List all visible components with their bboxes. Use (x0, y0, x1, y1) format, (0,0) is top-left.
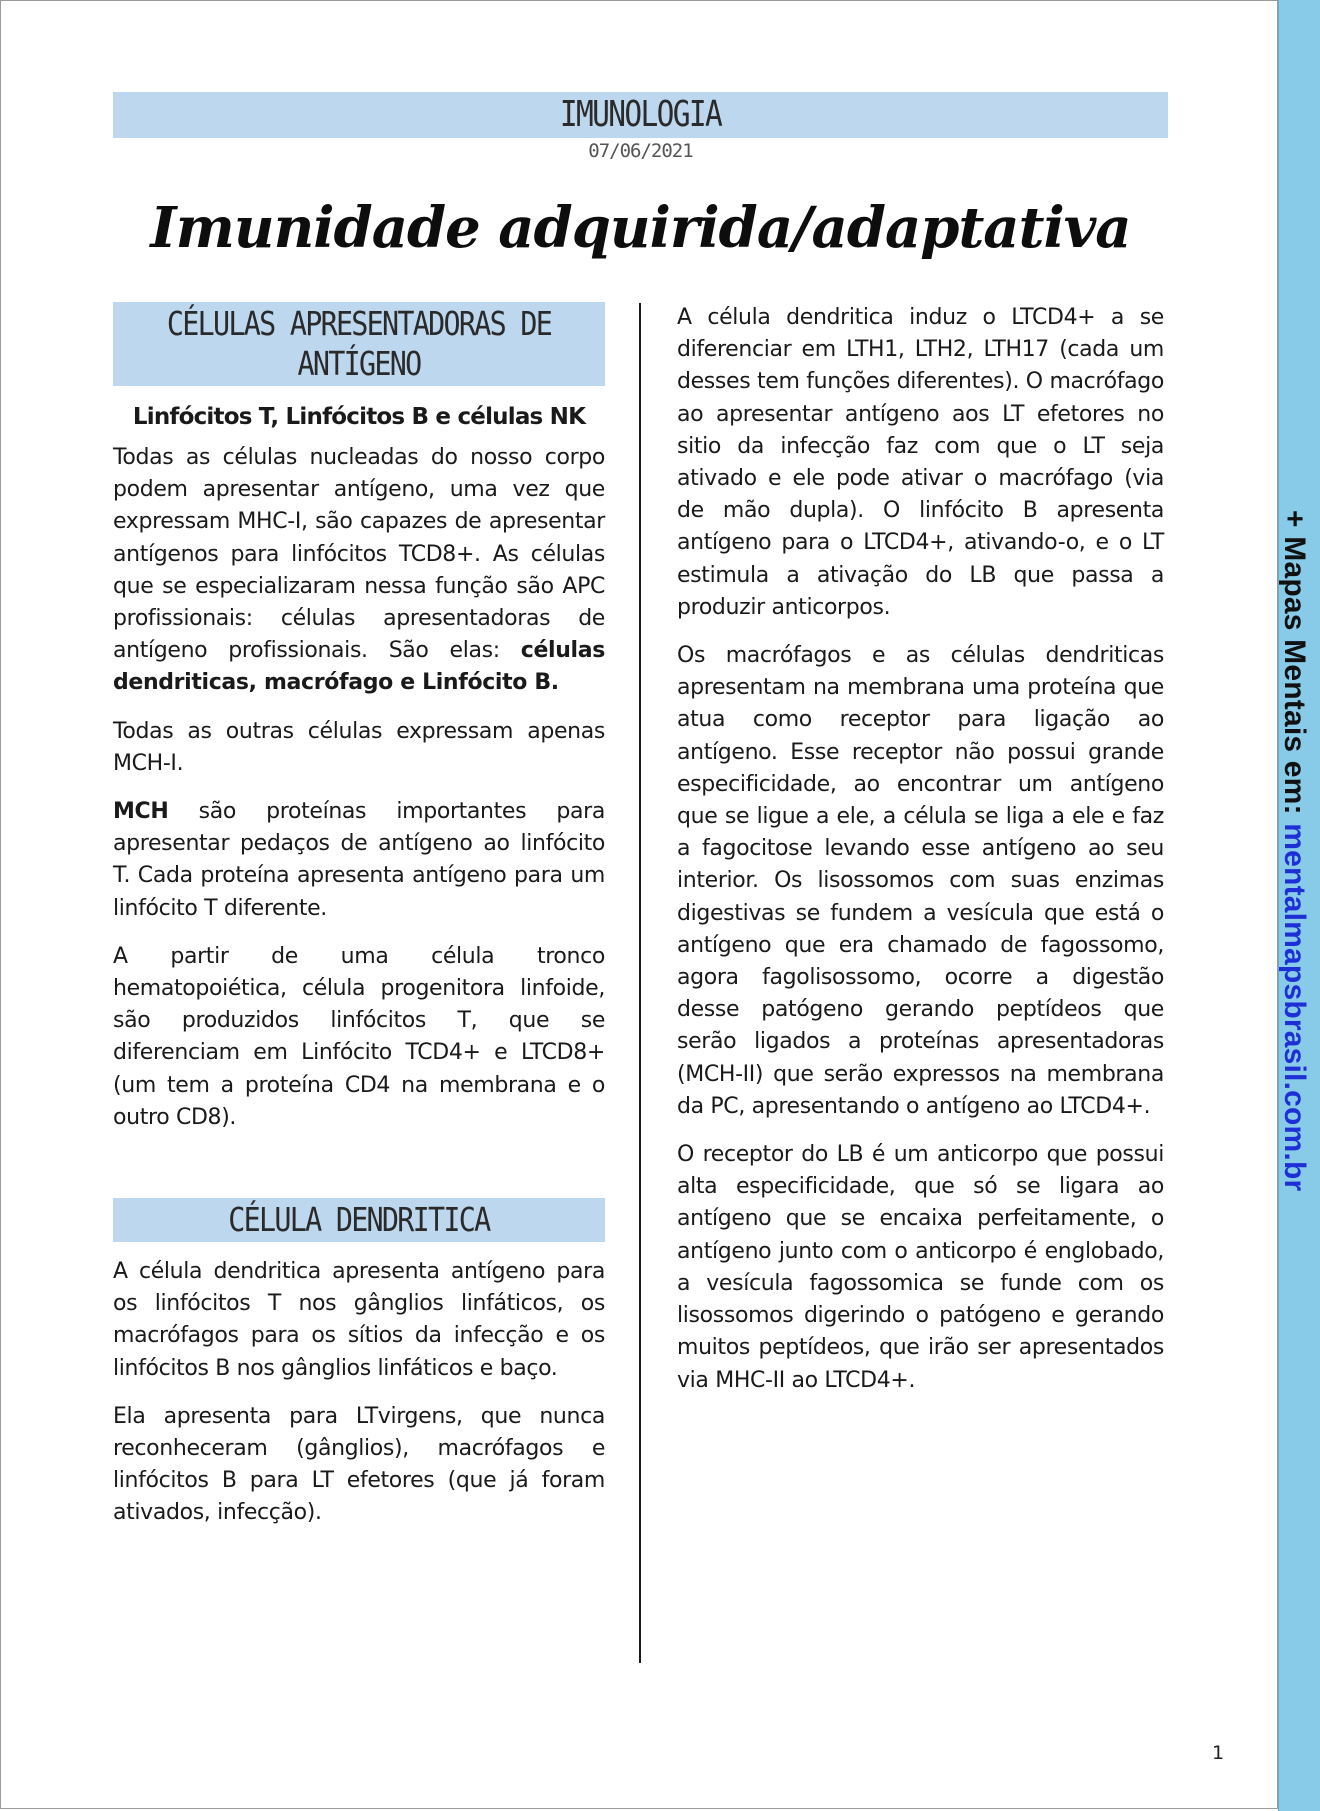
left-column (113, 302, 605, 1546)
paragraph: A partir de uma célula tronco hematopoiética, célula progenitora linfoide, são produzidos linfócitos T, que se diferenciam em Linfócito TCD4+ e LTCD8+ (um tem a proteína CD4 na membrana e o outro CD8). (113, 943, 605, 1130)
paragraph: O receptor do LB é um anticorpo que possui alta especificidade, que só se ligara ao antígeno que se encaixa perfeitamente, o antígeno junto com o anticorpo é englobado, a vesícula fagossomica se funde com os lisossomos digerindo o patógeno e gerando muitos peptídeos, que irão ser apresentados via MHC-II ao LTCD4+. (677, 1142, 1164, 1393)
paragraph: Todas as outras células expressam apenas MCH-I. (113, 718, 605, 776)
side-banner-link[interactable]: mentalmapsbrasil.com.br (1278, 823, 1311, 1192)
subject-label: IMUNOLOGIA (559, 94, 722, 135)
paragraph: Todas as células nucleadas do nosso corpo podem apresentar antígeno, uma vez que expressam MHC-I, são capazes de apresentar antígenos para linfócitos TCD8+. As células que se especializaram nessa função são APC profissionais: células apresentadoras de antígeno profissionais. São elas: células dendriticas, macrófago e Linfócito B. (113, 445, 605, 696)
side-banner-text[interactable] (1277, 510, 1311, 1191)
section-heading-apc: CÉLULAS APRESENTADORAS DE ANTÍGENO (113, 302, 605, 386)
side-banner-lead: + Mapas Mentais em: (1278, 510, 1311, 824)
bold-text: células dendriticas, macrófago e Linfócito B. (113, 638, 605, 696)
section-heading-dendritic: CÉLULA DENDRITICA (113, 1198, 605, 1242)
spacer (113, 1150, 605, 1198)
right-column (677, 302, 1164, 1413)
section-subheading: Linfócitos T, Linfócitos B e células NK (132, 404, 586, 430)
page-number: 1 (1212, 1742, 1225, 1764)
bold-text: MCH (113, 799, 169, 825)
page-title: Imunidade adquirida/adaptativa (150, 195, 1131, 261)
document-date: 07/06/2021 (588, 140, 693, 162)
paragraph: A célula dendritica apresenta antígeno para os linfócitos T nos gânglios linfáticos, os macrófagos para os sítios da infecção e os linfócitos B nos gânglios linfáticos e baço. (113, 1259, 605, 1381)
paragraph: A célula dendritica induz o LTCD4+ a se diferenciar em LTH1, LTH2, LTH17 (cada um desses tem funções diferentes). O macrófago ao apresentar antígeno aos LT efetores no sitio da infecção faz com que o LT seja ativado e ele pode ativar o macrófago (via de mão dupla). O linfócito B apresenta antígeno para o LTCD4+, ativando-o, e o LT estimula a ativação do LB que passa a produzir anticorpos. (677, 305, 1164, 620)
paragraph: Os macrófagos e as células dendriticas apresentam na membrana uma proteína que atua como receptor para ligação ao antígeno. Esse receptor não possui grande especificidade, ao encontrar um antígeno que se ligue a ele, a célula se liga a ele e faz a fagocitose levando esse antígeno ao seu interior. Os lisossomos com suas enzimas digestivas se fundem a vesícula que está o antígeno que era chamado de fagossomo, agora fagolisossomo, ocorre a digestão desse patógeno gerando peptídeos que serão ligados a proteínas apresentadoras (MCH-II) que serão expressos na membrana da PC, apresentando o antígeno ao LTCD4+. (677, 643, 1164, 1119)
paragraph: MCH são proteínas importantes para apresentar pedaços de antígeno ao linfócito T. Cada proteína apresenta antígeno para um linfócito T diferente. (113, 799, 605, 921)
paragraph: Ela apresenta para LTvirgens, que nunca reconheceram (gânglios), macrófagos e linfócitos B para LT efetores (que já foram ativados, infecção). (113, 1403, 605, 1526)
column-divider (639, 303, 641, 1663)
